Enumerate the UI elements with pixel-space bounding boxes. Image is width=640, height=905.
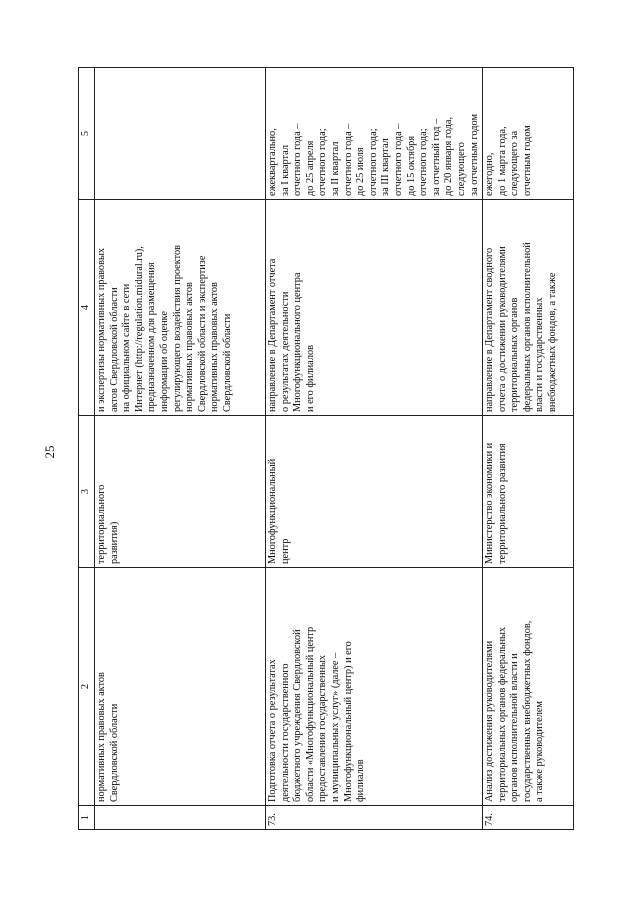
- row-task: нормативных правовых актов Свердловской области: [95, 568, 266, 806]
- plan-table: [78, 67, 574, 830]
- table-row: [95, 68, 266, 830]
- header-col-2: 2: [79, 568, 95, 806]
- row-number: 73.: [266, 806, 483, 830]
- row-form: и экспертизы нормативных правовых актов Свердловской области на официальном сайте в сети Интернет (http://regulation.midural.ru), предназначенном для размещения информации об оценке регулирующего воздействия проектов нормативных правовых актов Свердловской области и экспертизе нормативных правовых актов Свердловской области: [95, 200, 266, 416]
- table-row: [266, 68, 483, 830]
- row-deadline: ежеквартально, за I квартал отчетного года – до 25 апреля отчетного года; за II квартал отчетного года – до 25 июля отчетного года; за III квартал отчетного года – до 15 октября отчетного года; за отчетный год – до 20 января года, следующего за отчетным годом: [266, 68, 483, 200]
- row-number: 74.: [483, 806, 574, 830]
- page-number: 25: [42, 445, 57, 459]
- row-executor: Многофункциональный центр: [266, 416, 483, 568]
- row-executor: территориального развития): [95, 416, 266, 568]
- table-header-row: [79, 68, 95, 830]
- header-col-4: 4: [79, 200, 95, 416]
- row-number: [95, 806, 266, 830]
- row-deadline: [95, 68, 266, 200]
- header-col-5: 5: [79, 68, 95, 200]
- row-task: Подготовка отчета о результатах деятельности государственного бюджетного учреждения Свердловской области «Многофункциональный центр предоставления государственных и муниципальных услуг» (далее – Многофункциональный центр) и его филиалов: [266, 568, 483, 806]
- table-row: [483, 68, 574, 830]
- row-form: направление в Департамент отчета о результатах деятельности Многофункционального центра и его филиалов: [266, 200, 483, 416]
- header-col-3: 3: [79, 416, 95, 568]
- row-form: направление в Департамент сводного отчета о достижении руководителями территориальных органов федеральных органов исполнительной власти и государственных внебюджетных фондов, а также: [483, 200, 574, 416]
- header-col-1: 1: [79, 806, 95, 830]
- row-executor: Министерство экономики и территориального развития: [483, 416, 574, 568]
- row-task: Анализ достижения руководителями территориальных органов федеральных органов исполнительной власти и государственных внебюджетных фондов, а также руководителем: [483, 568, 574, 806]
- row-deadline: ежегодно, до 1 марта года, следующего за отчетным годом: [483, 68, 574, 200]
- rotated-table-wrapper: [78, 68, 559, 830]
